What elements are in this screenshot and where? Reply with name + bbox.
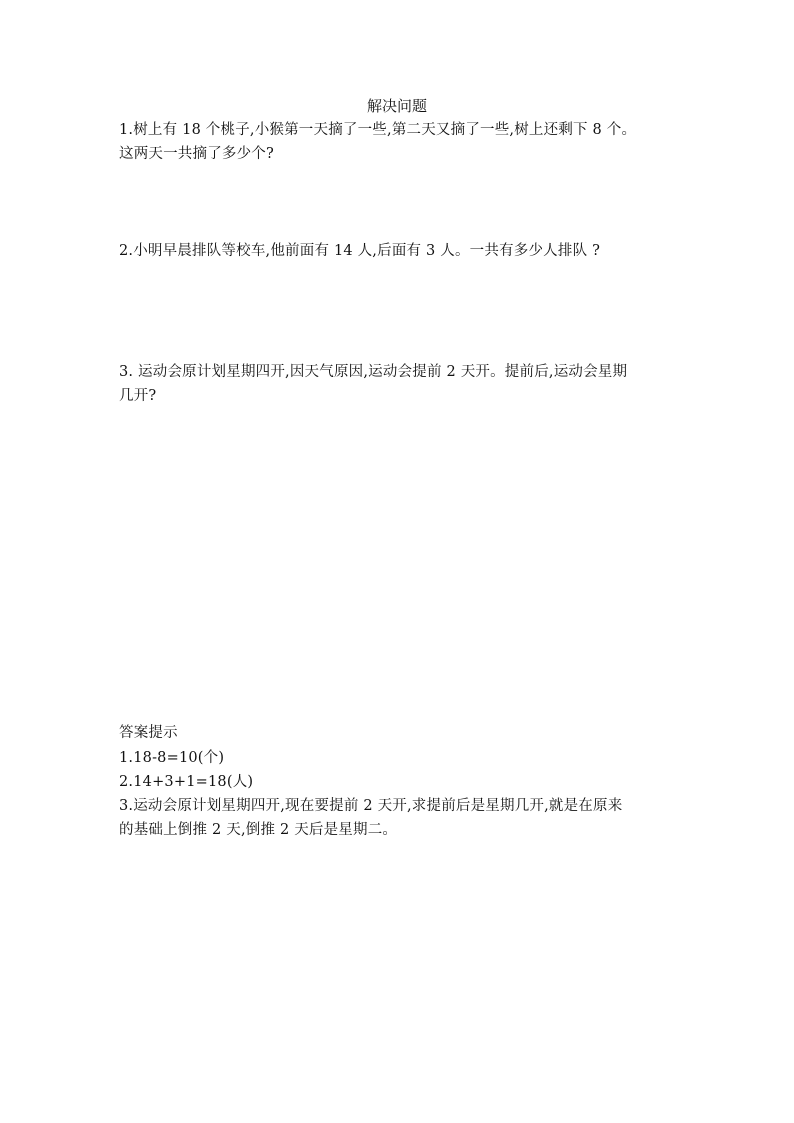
answer-line-1: 1.18-8=10(个) xyxy=(119,750,225,766)
page-title: 解决问题 xyxy=(366,97,427,115)
answer-line-2: 2.14+3+1=18(人) xyxy=(119,774,254,790)
question-3-line-1: 3. 运动会原计划星期四开,因天气原因,运动会提前 2 天开。提前后,运动会星期 xyxy=(119,364,628,380)
question-2-line-1: 2.小明早晨排队等校车,他前面有 14 人,后面有 3 人。一共有多少人排队 ? xyxy=(119,243,601,259)
question-1-line-1: 1.树上有 18 个桃子,小猴第一天摘了一些,第二天又摘了一些,树上还剩下 8 个。 xyxy=(119,122,637,138)
answer-line-3: 3.运动会原计划星期四开,现在要提前 2 天开,求提前后是星期几开,就是在原来 xyxy=(119,798,623,814)
answers-heading: 答案提示 xyxy=(119,725,178,741)
question-3-line-2: 几开? xyxy=(119,388,157,404)
question-1-line-2: 这两天一共摘了多少个? xyxy=(119,146,274,162)
answer-line-4: 的基础上倒推 2 天,倒推 2 天后是星期二。 xyxy=(119,822,398,838)
